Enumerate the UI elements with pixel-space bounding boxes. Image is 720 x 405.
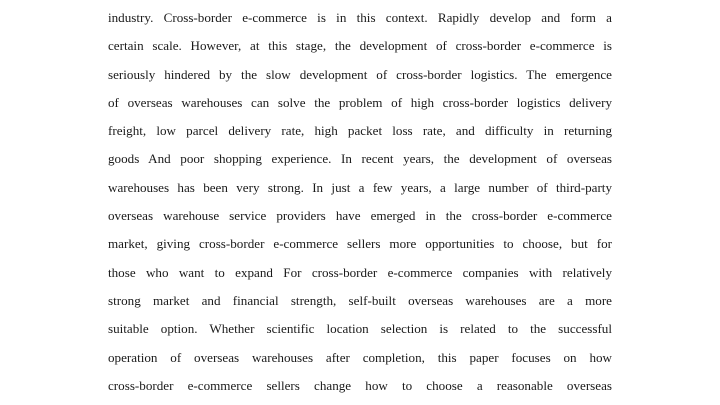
paragraph-line-6: goods And poor shopping experience. In recent years, the development of overseas xyxy=(108,151,612,167)
paragraph-line-9: market, giving cross-border e-commerce sellers more opportunities to choose, but for xyxy=(108,236,612,252)
paragraph-line-14: cross-border e-commerce sellers change how to choose a reasonable overseas xyxy=(108,377,612,393)
body-paragraph xyxy=(108,4,612,400)
paragraph-line-10: those who want to expand For cross-border e-commerce companies with relatively xyxy=(108,264,612,280)
paragraph-line-3: seriously hindered by the slow development of cross-border logistics. The emergence xyxy=(108,66,612,82)
paragraph-line-5: freight, low parcel delivery rate, high packet loss rate, and difficulty in returning xyxy=(108,123,612,139)
paragraph-line-4: of overseas warehouses can solve the problem of high cross-border logistics delivery xyxy=(108,94,612,110)
paragraph-line-7: warehouses has been very strong. In just a few years, a large number of third-party xyxy=(108,179,612,195)
paragraph-line-1: industry. Cross-border e-commerce is in this context. Rapidly develop and form a xyxy=(108,10,612,25)
paragraph-line-2: certain scale. However, at this stage, the development of cross-border e-commerce is xyxy=(108,38,612,54)
paragraph-line-12: suitable option. Whether scientific location selection is related to the successful xyxy=(108,321,612,337)
paragraph-line-8: overseas warehouse service providers have emerged in the cross-border e-commerce xyxy=(108,208,612,224)
paragraph-line-13: operation of overseas warehouses after completion, this paper focuses on how xyxy=(108,349,612,365)
paragraph-line-11: strong market and financial strength, self-built overseas warehouses are a more xyxy=(108,292,612,308)
